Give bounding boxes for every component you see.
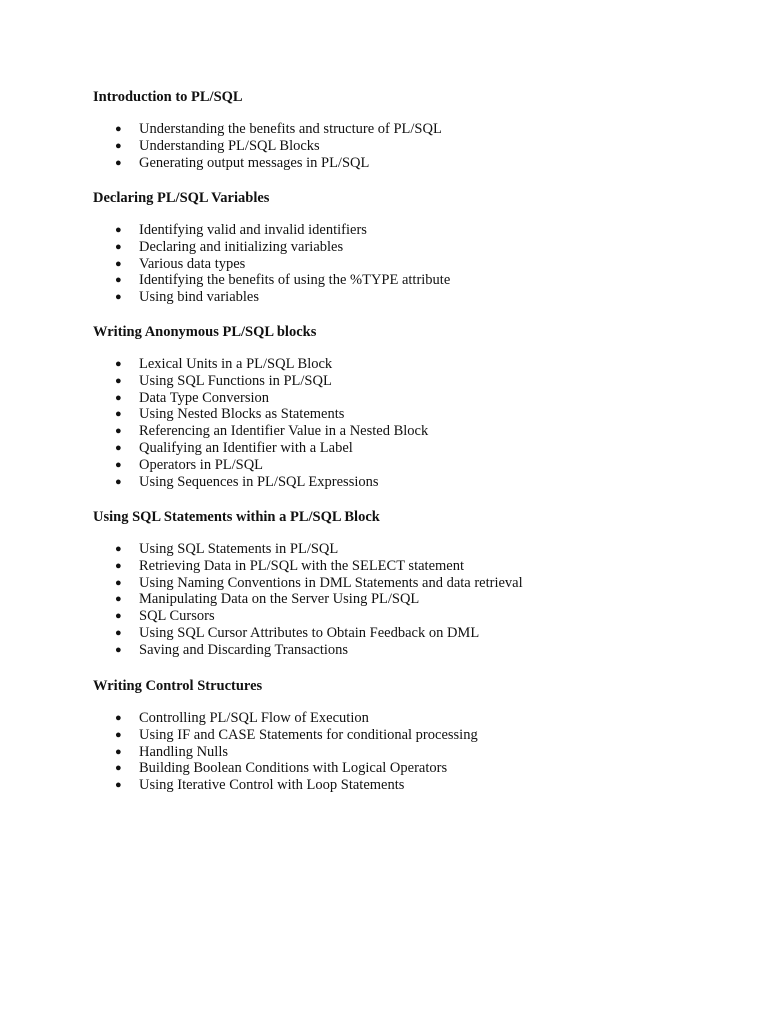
section-heading: Using SQL Statements within a PL/SQL Block [93,509,380,525]
bullet-icon: ● [115,358,122,370]
list-item [93,642,713,659]
bullet-icon: ● [115,643,122,656]
list-item [93,256,713,273]
section-heading: Writing Control Structures [93,678,263,694]
list-item-text: Saving and Discarding Transactions [139,641,349,658]
list-item [93,138,713,155]
list-item [93,121,713,138]
bullet-icon: ● [115,374,122,387]
list-item [93,155,713,172]
bullet-list [93,356,713,490]
list-item [93,625,713,642]
section-heading: Introduction to PL/SQL [93,89,243,105]
list-item-text: Various data types [139,255,246,272]
section-control-structures [93,677,713,794]
bullet-icon: ● [115,559,122,572]
list-item-text: Controlling PL/SQL Flow of Execution [139,710,369,726]
list-item-text: Operators in PL/SQL [139,456,264,473]
bullet-icon: ● [115,139,122,152]
bullet-icon: ● [115,626,122,639]
bullet-icon: ● [115,543,122,555]
list-item-text: Using Iterative Control with Loop Statements [139,777,405,794]
list-item [93,457,713,474]
list-item-text: Referencing an Identifier Value in a Nested Block [139,423,429,440]
list-item [93,710,713,727]
list-item-text: Understanding PL/SQL Blocks [139,137,320,154]
list-item [93,777,713,794]
bullet-icon: ● [115,224,122,236]
bullet-icon: ● [115,576,122,589]
bullet-icon: ● [115,475,122,488]
list-item [93,356,713,373]
list-item-text: SQL Cursors [139,608,215,625]
list-item-text: Using bind variables [139,289,260,306]
bullet-list [93,541,713,659]
bullet-icon: ● [115,712,122,724]
list-item [93,390,713,407]
section-anonymous-blocks [93,323,713,490]
list-item [93,727,713,744]
list-item-text: Data Type Conversion [139,389,269,406]
list-item-text: Handling Nulls [139,743,229,760]
bullet-icon: ● [115,610,122,623]
list-item [93,591,713,608]
bullet-icon: ● [115,123,122,135]
list-item [93,760,713,777]
list-item-text: Using IF and CASE Statements for conditional processing [139,726,478,743]
bullet-icon: ● [115,441,122,454]
list-item-text: Using SQL Statements in PL/SQL [139,541,339,557]
bullet-icon: ● [115,291,122,304]
list-item-text: Declaring and initializing variables [139,238,344,255]
list-item-text: Using Nested Blocks as Statements [139,406,345,423]
bullet-icon: ● [115,425,122,438]
bullet-list [93,121,713,171]
list-item-text: Manipulating Data on the Server Using PL/SQL [139,591,420,608]
section-declaring-variables [93,189,713,306]
list-item [93,440,713,457]
bullet-icon: ● [115,458,122,471]
list-item [93,541,713,558]
list-item-text: Using SQL Cursor Attributes to Obtain Feedback on DML [139,624,480,641]
section-heading: Writing Anonymous PL/SQL blocks [93,324,317,340]
bullet-icon: ● [115,240,122,253]
list-item [93,222,713,239]
bullet-icon: ● [115,745,122,758]
list-item [93,558,713,575]
bullet-icon: ● [115,257,122,270]
bullet-icon: ● [115,593,122,606]
list-item-text: Retrieving Data in PL/SQL with the SELECT statement [139,557,464,574]
list-item-text: Using Naming Conventions in DML Statements and data retrieval [139,574,523,591]
list-item [93,272,713,289]
section-introduction [93,88,713,171]
list-item [93,744,713,761]
list-item [93,406,713,423]
list-item [93,239,713,256]
list-item [93,373,713,390]
list-item-text: Generating output messages in PL/SQL [139,154,370,171]
bullet-icon: ● [115,408,122,421]
list-item-text: Qualifying an Identifier with a Label [139,439,353,456]
bullet-icon: ● [115,762,122,775]
list-item-text: Building Boolean Conditions with Logical Operators [139,760,448,777]
bullet-list [93,710,713,794]
section-heading: Declaring PL/SQL Variables [93,190,270,206]
list-item [93,474,713,491]
list-item-text: Understanding the benefits and structure of PL/SQL [139,121,442,137]
bullet-icon: ● [115,391,122,404]
list-item-text: Using Sequences in PL/SQL Expressions [139,473,379,490]
section-sql-statements [93,508,713,659]
list-item [93,608,713,625]
bullet-icon: ● [115,728,122,741]
bullet-icon: ● [115,274,122,287]
bullet-icon: ● [115,156,122,169]
list-item-text: Identifying valid and invalid identifiers [139,222,367,238]
list-item [93,289,713,306]
list-item-text: Using SQL Functions in PL/SQL [139,372,332,389]
list-item-text: Identifying the benefits of using the %TYPE attribute [139,272,451,289]
bullet-list [93,222,713,306]
list-item [93,575,713,592]
list-item-text: Lexical Units in a PL/SQL Block [139,356,333,372]
bullet-icon: ● [115,779,122,792]
list-item [93,423,713,440]
